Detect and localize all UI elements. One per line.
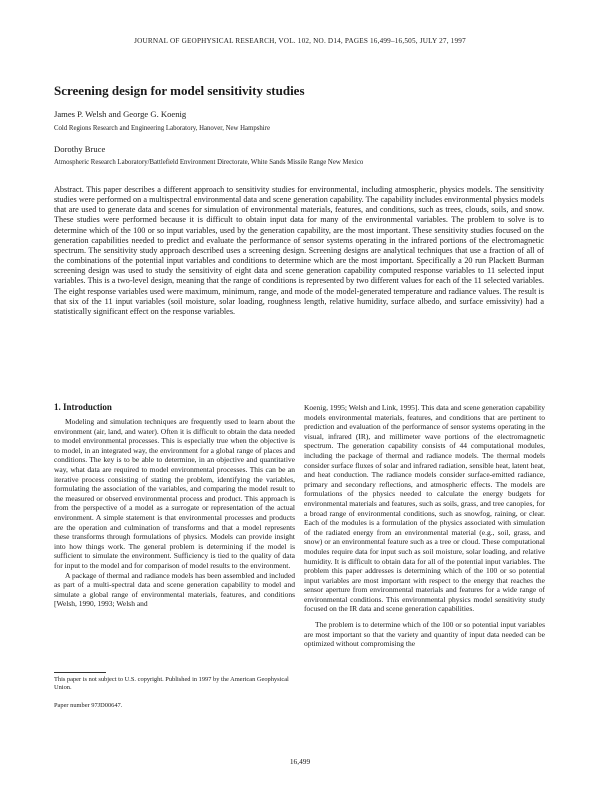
left-paragraph-2: A package of thermal and radiance models has been assembled and included as part of a multi-spectral data and scene generation capability to model and simulate a global range of environmental materials, features, and conditions [Welsh, 1990, 1993; Welsh and	[54, 570, 295, 609]
right-paragraph-1: Koenig, 1995; Welsh and Link, 1995]. This data and scene generation capability models environmental materials, features, and conditions that are pertinent to prediction and evaluation of the performance of sensor systems operating in the visual, infrared (IR), and millimeter wave portions of the electromagnetic spectrum. The generation capability consists of 44 computational modules, including the package of thermal and radiance models. The thermal models consider surface fluxes of solar and infrared radiation, sensible heat, latent heat, and heat conduction. The radiance models consider surface-emitted radiance, primary and secondary reflections, and atmospheric effects. The models are formulations of the physics needed to calculate the energy budgets for environmental materials and features, such as soils, grass, and tree canopies, for a broad range of environmental conditions, such as snowfog, raining, or clear. Each of the modules is a formulation of the physics associated with simulation of the radiated energy from an environmental material (e.g., soil, grass, and snow) or an environmental feature such as a tree or cloud. These computational modules require data for input such as soil moisture, solar loading, and relative humidity. It is difficult to obtain data for all of the potential input variables. The problem this paper addresses is determining which of the 100 or so potential input variables are most important with respect to the energy that reaches the sensor aperture from environmental materials and features for a wide range of environmental conditions. This environmental physics model sensitivity study focused on the IR data and scene generation capabilities.	[304, 403, 545, 614]
paper-number: Paper number 97JD00647.	[54, 702, 123, 709]
left-paragraph-1: Modeling and simulation techniques are frequently used to learn about the environment (air, land, and water). Often it is difficult to obtain the data needed to model environmental processes. This is especially true when the objective is to model, in an integrated way, the environment for a global range of places and conditions. The key is to be able to determine, in an objective and quantitative way, what data are required to model environmental processes. This can be an iterative process consisting of stating the problem, identifying the variables, formulating the association of the variables, and comparing the model result to the measured or observed environmental process and product. This approach is from the perspective of a model as a surrogate or representation of the actual environment. A simple statement is that environmental processes and products are the operation and culmination of transforms and that a model represents these transforms through formulations of physics. Models can provide insight into how things work. The general problem is determining if the model is sufficient to simulate the environment. Sufficiency is tied to the quality of data for input to the model and for comparison of model results to the environment.	[54, 417, 295, 570]
authors-group-1: James P. Welsh and George G. Koenig	[54, 109, 187, 119]
paper-title: Screening design for model sensitivity studies	[54, 83, 305, 98]
affiliation-1: Cold Regions Research and Engineering Laboratory, Hanover, New Hampshire	[54, 125, 270, 132]
right-column	[304, 403, 545, 649]
affiliation-2: Atmospheric Research Laboratory/Battlefield Environment Directorate, White Sands Missile Range New Mexico	[54, 159, 364, 166]
abstract-text: This paper describes a different approach to sensitivity studies for environmental, including atmospheric, physics models. The sensitivity studies were performed on a multispectral environmental data and scene generation capability. The capability includes environmental physics models that are used to generate data and scenes for simulation of environmental materials, features, and conditions, such as trees, clouds, soils, and snow. These studies were performed because it is difficult to obtain input data for many of the environmental variables. The problem to solve is to determine which of the 100 or so input variables, used by the generation capability, are the most important. These sensitivity studies focused on the generation capabilities needed to predict and evaluate the performance of sensor systems operating in the infrared portions of the electromagnetic spectrum. The sensitivity study approach described uses a screening design. Screening designs are analytical techniques that use a fraction of all of the combinations of the potential input variables and conditions to determine which are the most important. Specifically a 20 run Plackett Burman screening design was used to study the sensitivity of eight data and scene generation capability computed response variables to 11 selected input variables. This is a two-level design, meaning that the range of conditions is represented by two different values for each of the 11 selected variables. The eight response variables used were maximum, minimum, range, and mode of the model-generated temperature and radiance values. The result is that six of the 11 input variables (soil moisture, solar loading, roughness length, relative humidity, surface albedo, and surface emissivity) had a statistically significant effect on the response variables.	[54, 185, 544, 316]
footnote-divider	[54, 672, 106, 673]
abstract-label: Abstract.	[54, 185, 84, 194]
copyright-footnote: This paper is not subject to U.S. copyright. Published in 1997 by the American Geophysical Union.	[54, 676, 289, 692]
section-heading-introduction: 1. Introduction	[54, 402, 112, 412]
journal-header: JOURNAL OF GEOPHYSICAL RESEARCH, VOL. 102, NO. D14, PAGES 16,499–16,505, JULY 27, 1997	[134, 37, 466, 45]
page-number: 16,499	[289, 757, 311, 766]
right-paragraph-2: The problem is to determine which of the 100 or so potential input variables are most important so that the variety and quantity of input data needed can be optimized without compromising the	[304, 620, 545, 649]
left-column	[54, 417, 295, 609]
authors-group-2: Dorothy Bruce	[54, 144, 106, 154]
abstract	[54, 185, 544, 317]
